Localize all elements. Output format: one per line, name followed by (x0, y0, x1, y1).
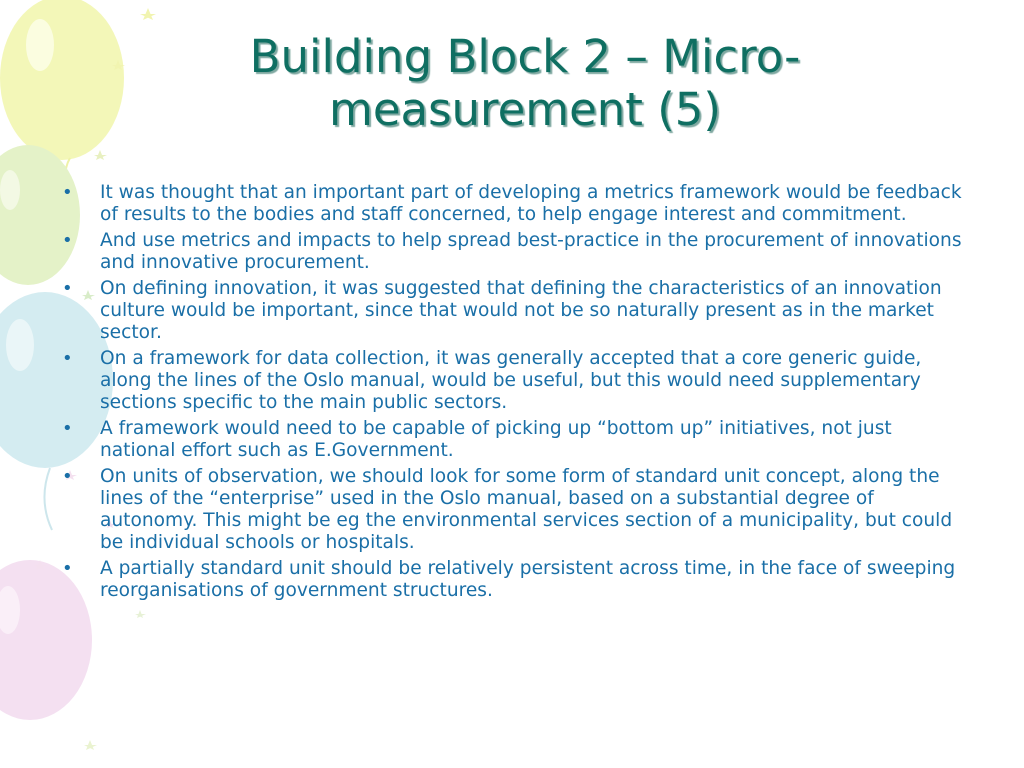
bullet-item (60, 418, 970, 462)
slide-title-line-1: Building Block 2 – Micro- (249, 30, 801, 83)
bullet-text: It was thought that an important part of developing a metrics framework would be feedback of results to the bodies and staff concerned, to help engage interest and commitment. (100, 182, 962, 225)
bullet-text: On a framework for data collection, it was generally accepted that a core generic guide, along the lines of the Oslo manual, would be useful, but this would need supplementary sections specific to the main public sectors. (100, 348, 922, 413)
bullet-dot: • (62, 278, 73, 299)
bullet-item (60, 558, 970, 602)
bullet-dot: • (62, 182, 73, 203)
bullet-item (60, 348, 970, 414)
bullet-dot: • (62, 418, 73, 439)
bullet-text: On defining innovation, it was suggested that defining the characteristics of an innovation culture would be important, since that would not be so naturally present as in the market sector. (100, 278, 942, 343)
bullet-text: A framework would need to be capable of picking up “bottom up” initiatives, not just national effort such as E.Government. (100, 418, 892, 461)
bullet-text: A partially standard unit should be relatively persistent across time, in the face of sweeping reorganisations of government structures. (100, 558, 956, 601)
bullet-dot: • (62, 466, 73, 487)
bullet-text: And use metrics and impacts to help spread best-practice in the procurement of innovations and innovative procurement. (100, 230, 962, 273)
bullet-list (60, 182, 970, 606)
bullet-dot: • (62, 348, 73, 369)
bullet-dot: • (62, 558, 73, 579)
slide-title-line-2: measurement (5) (329, 83, 721, 136)
bullet-item (60, 182, 970, 226)
bullet-item (60, 230, 970, 274)
slide-title (60, 30, 990, 136)
bullet-dot: • (62, 230, 73, 251)
bullet-text: On units of observation, we should look for some form of standard unit concept, along the lines of the “enterprise” used in the Oslo manual, based on a substantial degree of autonomy. This might be eg the environmental services section of a municipality, but could be individual schools or hospitals. (100, 466, 953, 553)
bullet-item (60, 278, 970, 344)
bullet-item (60, 466, 970, 554)
